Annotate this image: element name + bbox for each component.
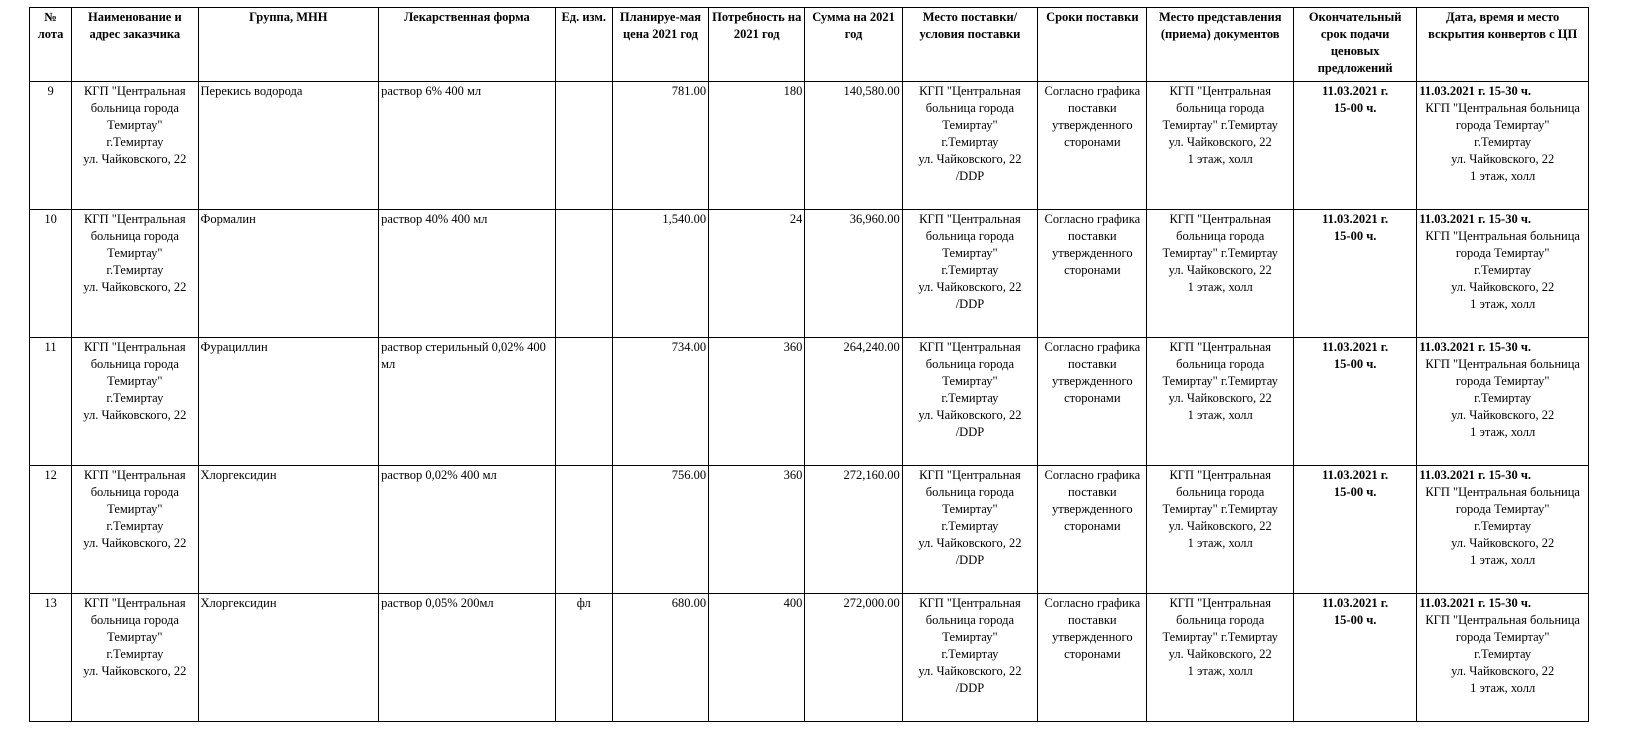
table-header bbox=[30, 8, 1589, 82]
sum-cell: 36,960.00 bbox=[805, 210, 902, 338]
table-body bbox=[30, 82, 1589, 722]
header-deadline: Окончательный срок подачи ценовых предложений bbox=[1293, 8, 1416, 82]
delivery-place-cell: КГП "Центральная больница города Темиртау" г.Темиртау ул. Чайковского, 22 /DDP bbox=[902, 82, 1037, 210]
dosage-form-cell: раствор 40% 400 мл bbox=[379, 210, 556, 338]
sum-cell: 264,240.00 bbox=[805, 338, 902, 466]
dosage-form-cell: раствор 6% 400 мл bbox=[379, 82, 556, 210]
quantity-cell: 360 bbox=[709, 338, 805, 466]
quantity-cell: 24 bbox=[709, 210, 805, 338]
deadline-cell: 11.03.2021 г. 15-00 ч. bbox=[1293, 466, 1416, 594]
documents-place-cell: КГП "Центральная больница города Темиртау" г.Темиртау ул. Чайковского, 22 1 этаж, холл bbox=[1147, 466, 1293, 594]
unit-cell: фл bbox=[555, 594, 612, 722]
table-row bbox=[30, 466, 1589, 594]
delivery-terms-cell: Согласно графика поставки утвержденного сторонами bbox=[1038, 594, 1147, 722]
customer-cell: КГП "Центральная больница города Темиртау" г.Темиртау ул. Чайковского, 22 bbox=[72, 338, 198, 466]
opening-place: КГП "Центральная больница города Темиртау" г.Темиртау ул. Чайковского, 22 1 этаж, холл bbox=[1425, 357, 1580, 439]
unit-cell bbox=[555, 466, 612, 594]
opening-datetime: 11.03.2021 г. 15-30 ч. bbox=[1419, 596, 1532, 610]
lot-number-cell: 12 bbox=[30, 466, 72, 594]
header-delivery-place: Место поставки/условия поставки bbox=[902, 8, 1037, 82]
group-inn-cell: Формалин bbox=[198, 210, 379, 338]
delivery-terms-cell: Согласно графика поставки утвержденного сторонами bbox=[1038, 466, 1147, 594]
opening-place: КГП "Центральная больница города Темиртау" г.Темиртау ул. Чайковского, 22 1 этаж, холл bbox=[1425, 101, 1580, 183]
opening-datetime: 11.03.2021 г. 15-30 ч. bbox=[1419, 84, 1532, 98]
delivery-place-cell: КГП "Центральная больница города Темиртау" г.Темиртау ул. Чайковского, 22 /DDP bbox=[902, 466, 1037, 594]
customer-cell: КГП "Центральная больница города Темиртау" г.Темиртау ул. Чайковского, 22 bbox=[72, 82, 198, 210]
opening-place: КГП "Центральная больница города Темиртау" г.Темиртау ул. Чайковского, 22 1 этаж, холл bbox=[1425, 613, 1580, 695]
group-inn-cell: Перекись водорода bbox=[198, 82, 379, 210]
header-delivery-terms: Сроки поставки bbox=[1038, 8, 1147, 82]
delivery-terms-cell: Согласно графика поставки утвержденного сторонами bbox=[1038, 210, 1147, 338]
unit-cell bbox=[555, 338, 612, 466]
dosage-form-cell: раствор 0,05% 200мл bbox=[379, 594, 556, 722]
documents-place-cell: КГП "Центральная больница города Темиртау" г.Темиртау ул. Чайковского, 22 1 этаж, холл bbox=[1147, 594, 1293, 722]
dosage-form-cell: раствор стерильный 0,02% 400 мл bbox=[379, 338, 556, 466]
documents-place-cell: КГП "Центральная больница города Темиртау" г.Темиртау ул. Чайковского, 22 1 этаж, холл bbox=[1147, 210, 1293, 338]
procurement-table bbox=[29, 7, 1589, 722]
quantity-cell: 180 bbox=[709, 82, 805, 210]
lot-number-cell: 9 bbox=[30, 82, 72, 210]
deadline-cell: 11.03.2021 г. 15-00 ч. bbox=[1293, 210, 1416, 338]
lot-number-cell: 10 bbox=[30, 210, 72, 338]
planned-price-cell: 734.00 bbox=[612, 338, 708, 466]
customer-cell: КГП "Центральная больница города Темиртау" г.Темиртау ул. Чайковского, 22 bbox=[72, 594, 198, 722]
delivery-place-cell: КГП "Центральная больница города Темиртау" г.Темиртау ул. Чайковского, 22 /DDP bbox=[902, 338, 1037, 466]
group-inn-cell: Хлоргексидин bbox=[198, 466, 379, 594]
planned-price-cell: 1,540.00 bbox=[612, 210, 708, 338]
group-inn-cell: Фурациллин bbox=[198, 338, 379, 466]
planned-price-cell: 756.00 bbox=[612, 466, 708, 594]
table-row bbox=[30, 338, 1589, 466]
planned-price-cell: 680.00 bbox=[612, 594, 708, 722]
header-lot-number: № лота bbox=[30, 8, 72, 82]
opening-cell bbox=[1417, 594, 1589, 722]
opening-cell bbox=[1417, 466, 1589, 594]
opening-datetime: 11.03.2021 г. 15-30 ч. bbox=[1419, 212, 1532, 226]
quantity-cell: 360 bbox=[709, 466, 805, 594]
unit-cell bbox=[555, 82, 612, 210]
opening-place: КГП "Центральная больница города Темиртау" г.Темиртау ул. Чайковского, 22 1 этаж, холл bbox=[1425, 485, 1580, 567]
opening-cell bbox=[1417, 338, 1589, 466]
sum-cell: 140,580.00 bbox=[805, 82, 902, 210]
deadline-cell: 11.03.2021 г. 15-00 ч. bbox=[1293, 82, 1416, 210]
header-group-inn: Группа, МНН bbox=[198, 8, 379, 82]
header-planned-price: Планируе-мая цена 2021 год bbox=[612, 8, 708, 82]
header-row bbox=[30, 8, 1589, 82]
header-dosage-form: Лекарственная форма bbox=[379, 8, 556, 82]
quantity-cell: 400 bbox=[709, 594, 805, 722]
dosage-form-cell: раствор 0,02% 400 мл bbox=[379, 466, 556, 594]
delivery-terms-cell: Согласно графика поставки утвержденного сторонами bbox=[1038, 82, 1147, 210]
header-sum: Сумма на 2021 год bbox=[805, 8, 902, 82]
customer-cell: КГП "Центральная больница города Темиртау" г.Темиртау ул. Чайковского, 22 bbox=[72, 466, 198, 594]
opening-cell bbox=[1417, 210, 1589, 338]
table-row bbox=[30, 82, 1589, 210]
table-row bbox=[30, 210, 1589, 338]
documents-place-cell: КГП "Центральная больница города Темиртау" г.Темиртау ул. Чайковского, 22 1 этаж, холл bbox=[1147, 338, 1293, 466]
deadline-cell: 11.03.2021 г. 15-00 ч. bbox=[1293, 594, 1416, 722]
sum-cell: 272,160.00 bbox=[805, 466, 902, 594]
opening-place: КГП "Центральная больница города Темиртау" г.Темиртау ул. Чайковского, 22 1 этаж, холл bbox=[1425, 229, 1580, 311]
documents-place-cell: КГП "Центральная больница города Темиртау" г.Темиртау ул. Чайковского, 22 1 этаж, холл bbox=[1147, 82, 1293, 210]
header-unit: Ед. изм. bbox=[555, 8, 612, 82]
lot-number-cell: 11 bbox=[30, 338, 72, 466]
header-opening: Дата, время и место вскрытия конвертов с ЦП bbox=[1417, 8, 1589, 82]
header-customer: Наименование и адрес заказчика bbox=[72, 8, 198, 82]
sum-cell: 272,000.00 bbox=[805, 594, 902, 722]
deadline-cell: 11.03.2021 г. 15-00 ч. bbox=[1293, 338, 1416, 466]
unit-cell bbox=[555, 210, 612, 338]
header-quantity: Потребность на 2021 год bbox=[709, 8, 805, 82]
delivery-place-cell: КГП "Центральная больница города Темиртау" г.Темиртау ул. Чайковского, 22 /DDP bbox=[902, 210, 1037, 338]
delivery-place-cell: КГП "Центральная больница города Темиртау" г.Темиртау ул. Чайковского, 22 /DDP bbox=[902, 594, 1037, 722]
customer-cell: КГП "Центральная больница города Темиртау" г.Темиртау ул. Чайковского, 22 bbox=[72, 210, 198, 338]
opening-datetime: 11.03.2021 г. 15-30 ч. bbox=[1419, 468, 1532, 482]
planned-price-cell: 781.00 bbox=[612, 82, 708, 210]
delivery-terms-cell: Согласно графика поставки утвержденного сторонами bbox=[1038, 338, 1147, 466]
header-documents-place: Место представления (приема) документов bbox=[1147, 8, 1293, 82]
opening-cell bbox=[1417, 82, 1589, 210]
lot-number-cell: 13 bbox=[30, 594, 72, 722]
group-inn-cell: Хлоргексидин bbox=[198, 594, 379, 722]
opening-datetime: 11.03.2021 г. 15-30 ч. bbox=[1419, 340, 1532, 354]
table-row bbox=[30, 594, 1589, 722]
